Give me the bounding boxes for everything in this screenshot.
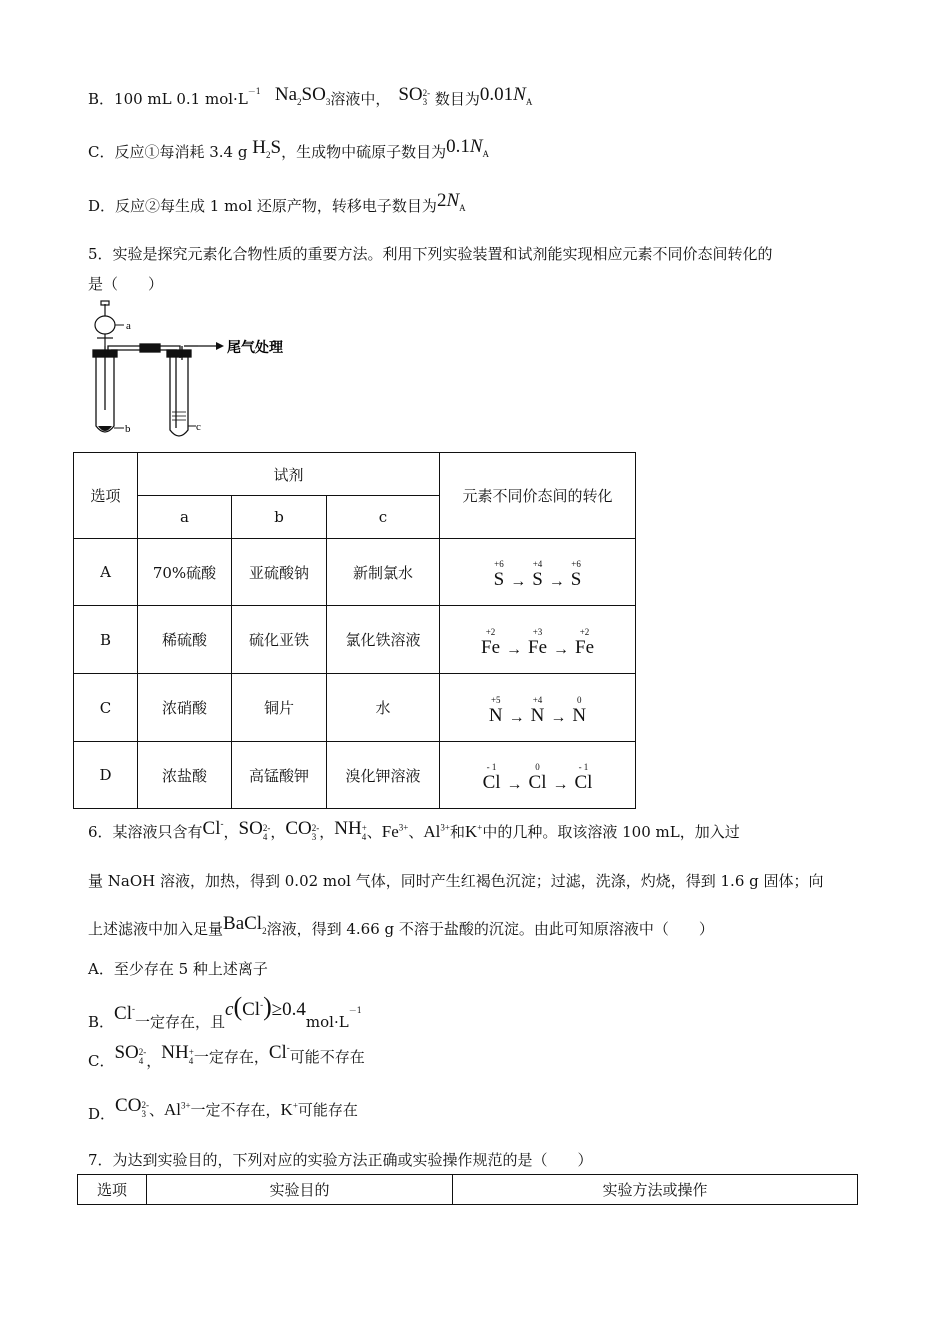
label-b: b [125,423,131,435]
q5-stem-line1: 5．实验是探究元素化合物性质的重要方法。利用下列实验装置和试剂能实现相应元素不同价态间转化的 [88,245,773,263]
q5-stem-line2: 是（ ） [88,275,164,293]
q6-option-d: D．CO 2- 3 、$Al^{3+}$一定不存在，K+可能存在 [88,1095,358,1123]
header-a: a [138,496,232,539]
q4-option-c: C．反应①每消耗 3.4 g $H_2S$，生成物中硫原子数目为$0.1N_A$ [88,136,490,161]
conversion-cell: - 1 Cl → 0 Cl → - 1 Cl [440,742,636,809]
table-row: C 浓硝酸 铜片 水 +5 N → +4 N → 0 N [74,674,636,742]
conversion-cell: +6 S → +4 S → +6 S [440,539,636,606]
q6-stem-line1: 6．某溶液只含有Cl-，SO 2- 4 ，CO 2- 3 ，NH + 4 、$Fe^{3+}$、$Al^{3+}$和K+中的几种。取该溶液 100 mL，加入过 [88,818,740,842]
header-purpose: 实验目的 [147,1175,453,1205]
exhaust-label: 尾气处理 [227,340,283,356]
test-tube-right [167,346,191,436]
conversion-cell: +5 N → +4 N → 0 N [440,674,636,742]
q6-option-a: A．至少存在 5 种上述离子 [88,960,268,978]
q4-option-b: B．100 mL 0.1 $mol\cdot L^{-1}$ $Na_2SO_3$溶液中， SO 2- 3 数目为$0.01N_A$ [88,84,533,108]
q6-stem-line2: 量 NaOH 溶液，加热，得到 0.02 mol 气体，同时产生红褐色沉淀；过滤，洗涤，灼烧，得到 1.6 g 固体；向 [88,872,824,890]
q5-table [73,452,636,809]
header-option: 选项 [78,1175,147,1205]
header-b: b [232,496,327,539]
table-row: A 70%硫酸 亚硫酸钠 新制氯水 +6 S → +4 S → +6 S [74,539,636,606]
separatory-funnel [95,301,115,346]
q6-option-c: C．SO 2- 4 ，NH + 4 一定存在，Cl-可能不存在 [88,1042,365,1070]
header-conversion: 元素不同价态间的转化 [440,453,636,539]
apparatus-diagram [80,300,310,440]
table-row: B 稀硫酸 硫化亚铁 氯化铁溶液 +2 Fe → +3 Fe → +2 Fe [74,606,636,674]
conversion-cell: +2 Fe → +3 Fe → +2 Fe [440,606,636,674]
header-reagent: 试剂 [138,453,440,496]
label-a: a [126,320,131,332]
label-c: c [196,421,201,433]
q7-stem: 7．为达到实验目的，下列对应的实验方法正确或实验操作规范的是（ ） [88,1151,593,1169]
header-option: 选项 [74,453,138,539]
q7-table [77,1174,858,1205]
test-tube-left [93,346,117,432]
reagent-c [172,412,186,420]
header-method: 实验方法或操作 [453,1175,858,1205]
table-row: D 浓盐酸 高锰酸钾 溴化钾溶液 - 1 Cl → 0 Cl → - 1 Cl [74,742,636,809]
q4-option-d: D．反应②每生成 1 mol 还原产物，转移电子数目为$2N_A$ [88,190,466,215]
q6-option-b: B．Cl-一定存在，且$c(Cl^-)\ge 0.4mol\cdot L^{-1}$ [88,992,362,1031]
header-c: c [327,496,440,539]
q6-stem-line3: 上述滤液中加入足量BaCl$_2$溶液，得到 4.66 g 不溶于盐酸的沉淀。由此可知原溶液中（ ） [88,913,714,938]
